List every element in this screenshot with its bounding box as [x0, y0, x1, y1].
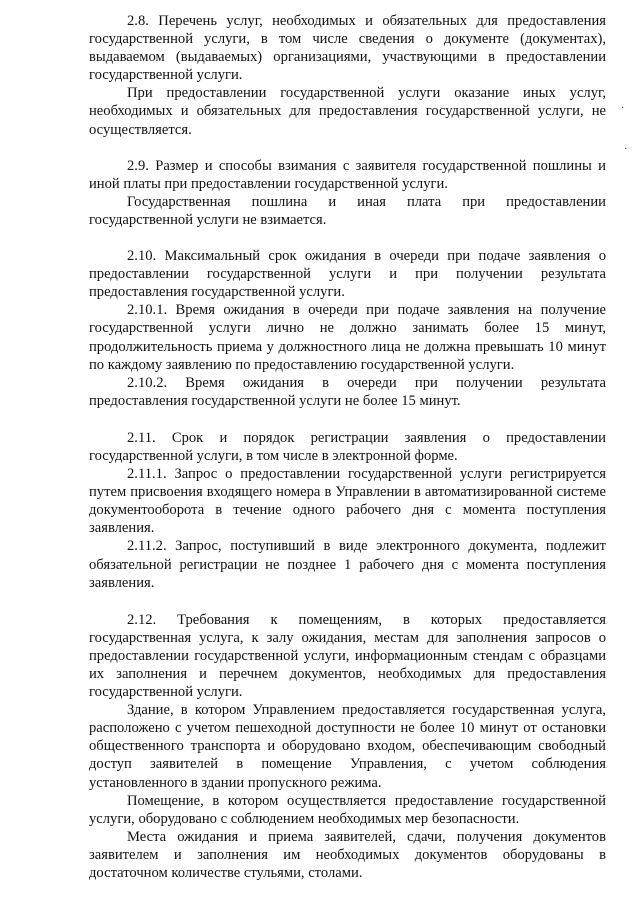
paragraph-2-9-heading: 2.9. Размер и способы взимания с заявителя государственной пошлины и иной платы при предоставлении государственной услуги.: [89, 157, 606, 192]
paragraph-2-10-heading: 2.10. Максимальный срок ожидания в очереди при подаче заявления о предоставлении государственной услуги и при получении результата предоставления государственной услуги.: [89, 248, 606, 301]
paragraph-2-11-1: 2.11.1. Запрос о предоставлении государственной услуги регистрируется путем присвоения входящего номера в Управлении в автоматизированной системе документооборота в течение одного рабочего дня с момента поступления заявления.: [89, 466, 606, 537]
paragraph-2-11-heading: 2.11. Срок и порядок регистрации заявления о предоставлении государственной услуги, в том числе в электронной форме.: [89, 429, 606, 464]
paragraph-2-9-text: Государственная пошлина и иная плата при предоставлении государственной услуги не взимается.: [89, 193, 606, 228]
section-gap: [89, 592, 606, 611]
section-gap: [89, 410, 606, 429]
paragraph-2-10-2: 2.10.2. Время ожидания в очереди при получении результата предоставления государственной услуги не более 15 минут.: [89, 374, 606, 409]
scan-speck: ·: [621, 103, 625, 114]
paragraph-2-12-waiting-places: Места ожидания и приема заявителей, сдачи, получения документов заявителем и заполнения им необходимых документов оборудованы в достаточном количестве стульями, столами.: [89, 828, 606, 882]
paragraph-2-10-1: 2.10.1. Время ожидания в очереди при подаче заявления на получение государственной услуги лично не должно занимать более 15 минут, продолжительность приема у должностного лица не должна превышать 10 минут по каждому заявлению по предоставлению государственной услуги.: [89, 302, 606, 373]
paragraph-2-11-2: 2.11.2. Запрос, поступивший в виде электронного документа, подлежит обязательной регистрации не позднее 1 рабочего дня с момента поступления заявления.: [89, 538, 606, 591]
paragraph-2-8-text: При предоставлении государственной услуги оказание иных услуг, необходимых и обязательных для предоставления государственной услуги, не осуществляется.: [89, 85, 606, 138]
paragraph-2-12-heading: 2.12. Требования к помещениям, в которых предоставляется государственная услуга, к залу ожидания, местам для заполнения запросов о предоставлении государственной услуги, информационным стендам с образцами их заполнения и перечнем документов, необходимых для предоставления государственной услуги.: [89, 611, 606, 701]
paragraph-2-8-heading: 2.8. Перечень услуг, необходимых и обязательных для предоставления государственной услуги, в том числе сведения о документе (документах), выдаваемом (выдаваемых) организациями, участвующими в предоставлении государственной услуги.: [89, 13, 606, 84]
section-gap: [89, 229, 606, 247]
scan-speck: ·: [624, 144, 628, 155]
document-body: [89, 12, 606, 882]
section-gap: [89, 139, 606, 157]
paragraph-2-12-building: Здание, в котором Управлением предоставляется государственная услуга, расположено с учетом пешеходной доступности не более 10 минут от остановки общественного транспорта и оборудовано входом, обеспечивающим свободный доступ заявителей в помещение Управления, с учетом соблюдения установленного в здании пропускного режима.: [89, 702, 606, 791]
paragraph-2-12-premises: Помещение, в котором осуществляется предоставление государственной услуги, оборудовано с соблюдением необходимых мер безопасности.: [89, 792, 606, 827]
